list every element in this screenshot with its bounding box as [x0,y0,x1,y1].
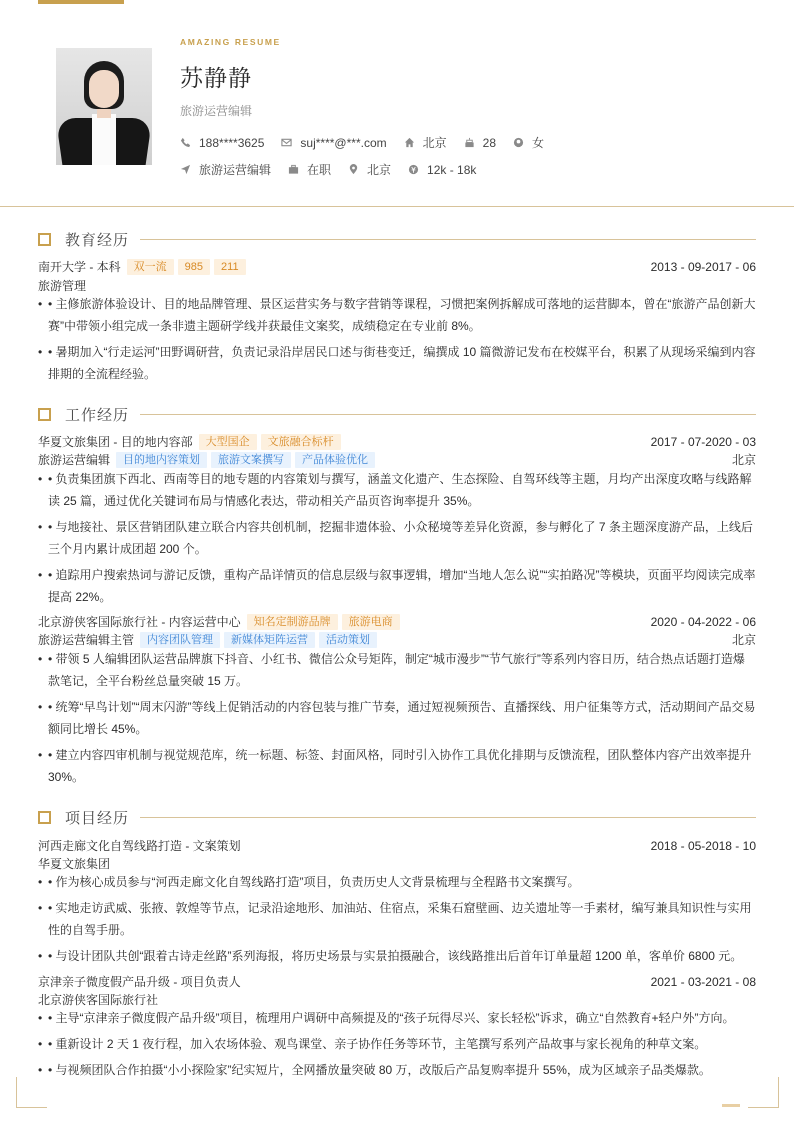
candidate-name: 苏静静 [180,65,252,91]
corner-decoration [16,1077,47,1108]
home-icon [404,137,415,148]
cake-icon [464,137,475,148]
role-tag: 内容团队管理 [140,632,220,648]
company-tag: 旅游电商 [342,614,400,630]
work-2-header [38,613,756,630]
work-bullet: • • 负责集团旗下西北、西南等目的地专题的内容策划与撰写，涵盖文化遗产、生态探险、自驾环线等主题，月均产出深度攻略与线路解读 25 篇，通过优化关键词布局与情感化表达，带动相关产品页咨询率提升 35%。 [38,472,752,508]
project-2-header [38,973,756,990]
work-city: 北京 [731,453,756,467]
company-name: 北京游侠客国际旅行社 - 内容运营中心 [38,615,241,629]
education-header [38,258,756,275]
status-text: 在职 [307,163,332,177]
school-tag: 双一流 [127,259,174,275]
salary-text: 12k - 18k [427,162,477,177]
project-bullet: • • 与设计团队共创“跟着古诗走丝路”系列海报，将历史场景与实景拍摄融合，该线路推出后首年订单量超 1200 单，客单价 6800 元。 [38,949,743,963]
school-tag: 985 [178,259,210,275]
project-dates: 2018 - 05-2018 - 10 [650,838,756,853]
education-bullet: • • 暑期加入“行走运河”田野调研营，负责记录沿岸居民口述与街巷变迁，编撰成 10 篇微游记发布在校媒平台，积累了从现场采编到内容排期的全流程经验。 [38,345,756,381]
project-dates: 2021 - 03-2021 - 08 [650,974,756,989]
project-title: 河西走廊文化自驾线路打造 - 文案策划 [38,839,241,853]
education-section-title: 教育经历 [38,229,756,249]
company-tag: 知名定制游品牌 [247,614,338,630]
status-item [288,161,331,178]
briefcase-icon [288,164,299,175]
work-city: 北京 [731,633,756,647]
school-name: 南开大学 - 本科 [38,260,121,274]
education-major: 旅游管理 [38,279,87,293]
send-icon [180,164,191,175]
intent-city-item [348,161,391,178]
phone-item [180,136,264,150]
job-title: 旅游运营编辑 [180,104,253,118]
school-tag: 211 [214,259,246,275]
role-tag: 活动策划 [319,632,377,648]
contact-info-row [180,134,561,151]
work-1-header [38,433,756,450]
phone-icon [180,137,191,148]
work-dates: 2017 - 07-2020 - 03 [650,434,756,449]
intent-position-text: 旅游运营编辑 [199,163,272,177]
age-text: 28 [482,135,496,150]
project-1-org: 华夏文旅集团 [38,857,111,871]
project-1-header [38,837,756,854]
email-text: suj****@***.com [300,135,387,150]
project-bullet: • • 实地走访武威、张掖、敦煌等节点，记录沿途地形、加油站、住宿点，采集石窟壁画、边关遗址等一手素材，编写兼具知识性与实用性的自驾手册。 [38,901,752,937]
project-bullet: • • 与视频团队合作拍摄“小小探险家”纪实短片，全网播放量突破 80 万，改版后产品复购率提升 55%，成为区域亲子品类爆款。 [38,1063,711,1077]
intent-position-item [180,161,271,178]
role-name: 旅游运营编辑主管 [38,633,135,647]
corner-decoration [748,1077,779,1108]
gender-icon [513,137,524,148]
work-bullet: • • 追踪用户搜索热词与游记反馈，重构产品详情页的信息层级与叙事逻辑，增加“当地人怎么说”“实拍路况”等模块，页面平均阅读完成率提高 22%。 [38,568,756,604]
intent-city-text: 北京 [367,163,392,177]
project-title: 京津亲子微度假产品升级 - 项目负责人 [38,975,241,989]
education-bullet: • • 主修旅游体验设计、目的地品牌管理、景区运营实务与数字营销等课程，习惯把案例拆解成可落地的运营脚本，曾在“旅游产品创新大赛”中带领小组完成一条非遗主题研学线并获最佳文案奖，成绩稳定在专业前 8%。 [38,297,756,333]
salary-item [408,163,476,177]
mail-icon [281,137,292,148]
phone-text: 188****3625 [199,135,265,150]
age-item [464,136,496,150]
role-tag: 旅游文案撰写 [211,452,291,468]
bottom-accent-bar [722,1104,740,1107]
company-tag: 大型国企 [199,434,257,450]
work-bullet: • • 建立内容四审机制与视觉规范库，统一标题、标签、封面风格，同时引入协作工具优化排期与反馈流程，团队整体内容产出效率提升 30%。 [38,748,752,784]
work-bullet: • • 与地接社、景区营销团队建立联合内容共创机制，挖掘非遗体验、小众秘境等差异化资源，参与孵化了 7 条主题深度游产品，上线后三个月内累计成团超 200 个。 [38,520,753,556]
email-item [281,136,386,150]
work-bullet: • • 带领 5 人编辑团队运营品牌旗下抖音、小红书、微信公众号矩阵，制定“城市漫步”“节气旅行”等系列内容日历，结合热点话题打造爆款笔记，全平台粉丝总量突破 15 万。 [38,652,745,688]
home-city-text: 北京 [422,136,447,150]
work-bullet: • • 统筹“早鸟计划”“周末闪游”等线上促销活动的内容包装与推广节奏，通过短视频预告、直播探线、用户征集等方式，活动期间产品交易额同比增长 45%。 [38,700,756,736]
work-2-role [38,631,756,648]
project-2-org: 北京游侠客国际旅行社 [38,993,159,1007]
gender-item [513,134,544,151]
role-name: 旅游运营编辑 [38,453,111,467]
role-tag: 新媒体矩阵运营 [224,632,315,648]
company-tag: 文旅融合标杆 [261,434,341,450]
role-tag: 目的地内容策划 [116,452,207,468]
project-bullet: • • 作为核心成员参与“河西走廊文化自驾线路打造”项目，负责历史人文背景梳理与全程路书文案撰写。 [38,875,580,889]
work-section-title: 工作经历 [38,404,756,424]
resume-tagline: AMAZING RESUME [180,37,281,47]
work-1-role [38,451,756,468]
home-city-item [404,134,447,151]
location-pin-icon [348,164,359,175]
role-tag: 产品体验优化 [295,452,375,468]
project-bullet: • • 重新设计 2 天 1 夜行程，加入农场体验、观鸟课堂、亲子协作任务等环节，主笔撰写系列产品故事与家长视角的种草文案。 [38,1037,707,1051]
resume-header [0,0,794,207]
job-intent-row [180,161,493,178]
salary-icon [408,164,419,175]
work-dates: 2020 - 04-2022 - 06 [650,614,756,629]
gender-text: 女 [532,136,545,150]
project-bullet: • • 主导“京津亲子微度假产品升级”项目，梳理用户调研中高频提及的“孩子玩得尽兴、家长轻松”诉求，确立“自然教育+轻户外”方向。 [38,1011,735,1025]
company-name: 华夏文旅集团 - 目的地内容部 [38,435,193,449]
projects-section-title: 项目经历 [38,807,756,827]
education-dates: 2013 - 09-2017 - 06 [650,259,756,274]
profile-photo [56,48,152,165]
